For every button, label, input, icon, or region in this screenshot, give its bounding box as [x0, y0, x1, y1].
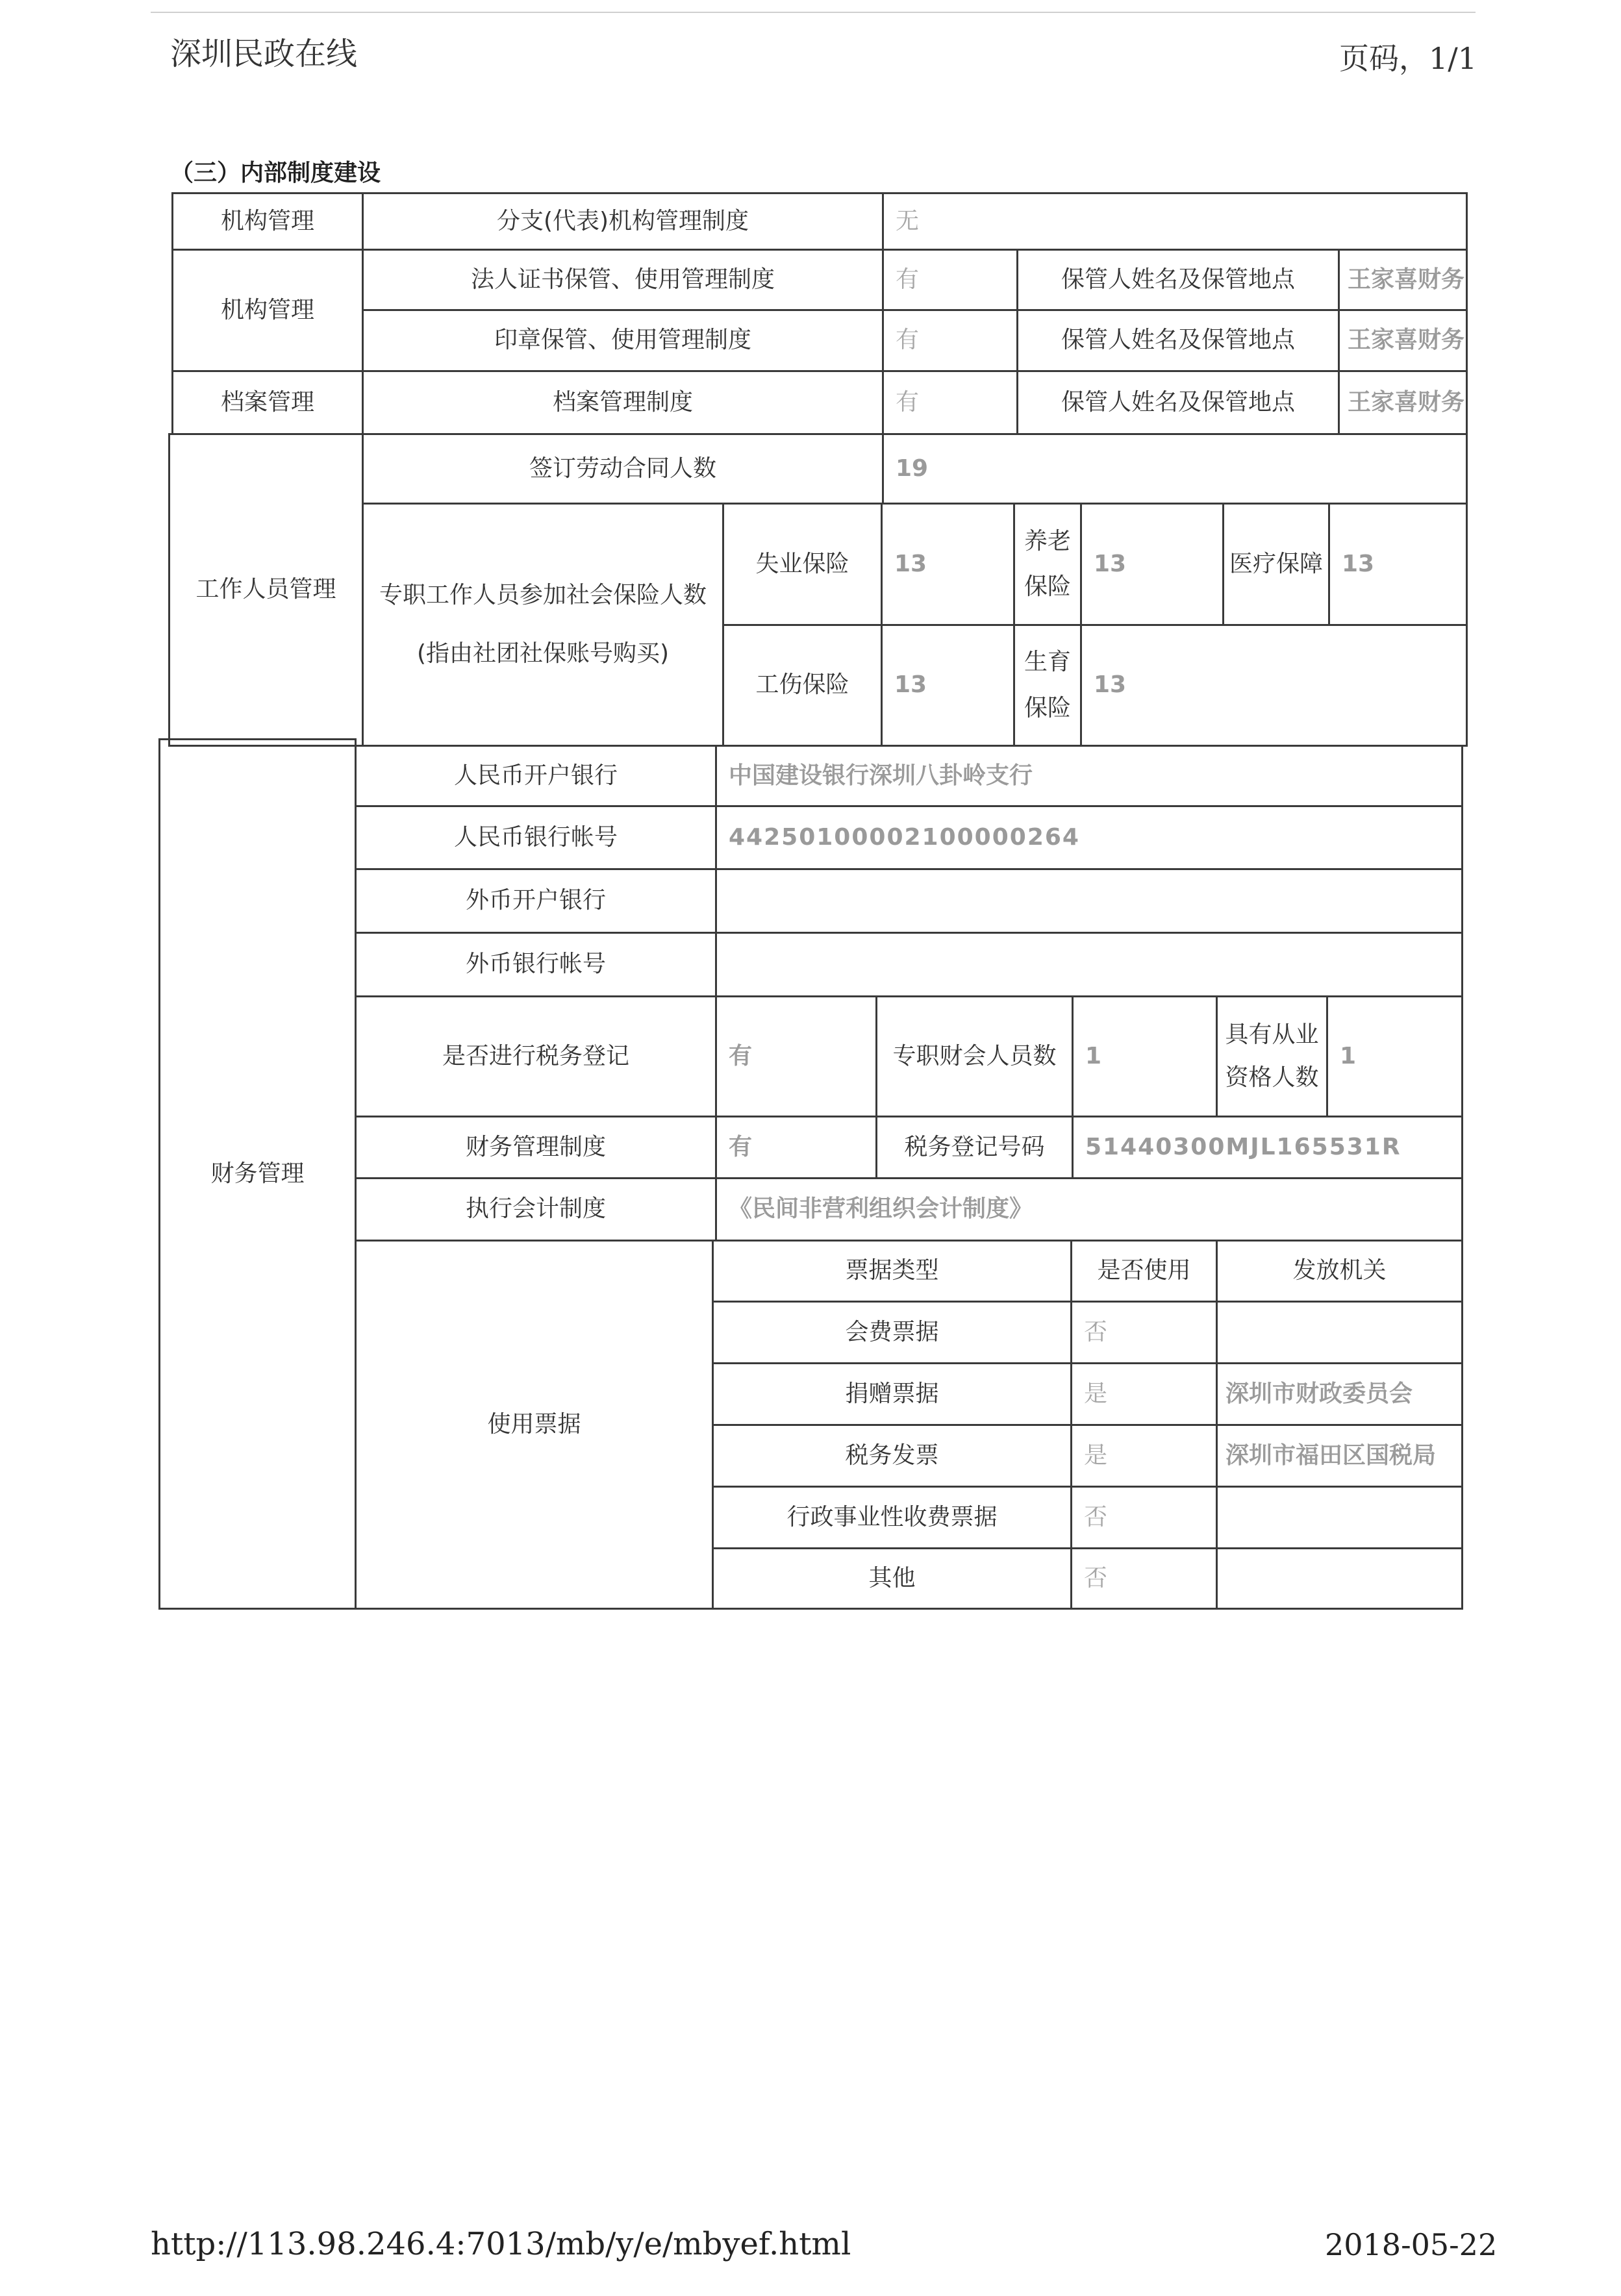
fx-bank-label: 外币开户银行 — [355, 868, 717, 934]
fin-system: 有 — [715, 1116, 877, 1179]
accountants-label: 专职财会人员数 — [875, 995, 1074, 1117]
injury-value: 13 — [881, 624, 1015, 747]
pension-label-1: 养老 — [1024, 527, 1071, 555]
accounting: 《民间非营利组织会计制度》 — [715, 1177, 1463, 1242]
injury-label: 工伤保险 — [722, 624, 883, 747]
receipt-type: 行政事业性收费票据 — [712, 1486, 1072, 1549]
maternity-value: 13 — [1080, 624, 1468, 747]
site-name: 深圳民政在线 — [170, 36, 358, 72]
receipt-used: 否 — [1070, 1547, 1218, 1610]
license-item: 法人证书保管、使用管理制度 — [362, 249, 884, 311]
archive-custodian: 王家喜财务 — [1338, 370, 1468, 435]
qualified-label-2: 资格人数 — [1225, 1064, 1319, 1091]
accountants: 1 — [1072, 995, 1218, 1117]
receipts-header-issuer: 发放机关 — [1216, 1240, 1463, 1303]
rmb-bank-label: 人民币开户银行 — [355, 745, 717, 807]
fx-account-label: 外币银行帐号 — [355, 932, 717, 997]
rmb-account-label: 人民币银行帐号 — [355, 805, 717, 870]
org-mgmt-label: 机构管理 — [171, 249, 364, 372]
receipt-issuer — [1216, 1547, 1463, 1610]
accounting-label: 执行会计制度 — [355, 1177, 717, 1242]
license-custodian: 王家喜财务 — [1338, 249, 1468, 311]
pension-value: 13 — [1080, 503, 1224, 626]
receipt-issuer — [1216, 1301, 1463, 1364]
receipt-type: 捐赠票据 — [712, 1362, 1072, 1426]
fx-bank — [715, 868, 1463, 934]
unemployment-label: 失业保险 — [722, 503, 883, 626]
receipts-header-used: 是否使用 — [1070, 1240, 1218, 1303]
receipt-used: 是 — [1070, 1424, 1218, 1488]
maternity-label-cell — [1013, 624, 1082, 747]
tax-no-label: 税务登记号码 — [875, 1116, 1074, 1179]
contract-value: 19 — [882, 433, 1468, 505]
seal-custodian: 王家喜财务 — [1338, 309, 1468, 372]
footer-date: 2018-05-22 — [1325, 2227, 1498, 2262]
org-branch-item: 分支(代表)机构管理制度 — [362, 192, 884, 251]
unemployment-value: 13 — [881, 503, 1015, 626]
footer-url: http://113.98.246.4:7013/mb/y/e/mbyef.html — [151, 2226, 851, 2262]
receipt-issuer — [1216, 1486, 1463, 1549]
org-branch-label: 机构管理 — [171, 192, 364, 251]
pension-label-2: 保险 — [1024, 573, 1071, 600]
rmb-bank: 中国建设银行深圳八卦岭支行 — [715, 745, 1463, 807]
license-value: 有 — [882, 249, 1018, 311]
maternity-label-1: 生育 — [1024, 649, 1071, 676]
archive-item: 档案管理制度 — [362, 370, 884, 435]
seal-value: 有 — [882, 309, 1018, 372]
seal-item: 印章保管、使用管理制度 — [362, 309, 884, 372]
maternity-label-2: 保险 — [1024, 694, 1071, 721]
receipt-type: 税务发票 — [712, 1424, 1072, 1488]
archive-label: 档案管理 — [171, 370, 364, 435]
archive-value: 有 — [882, 370, 1018, 435]
contract-label: 签订劳动合同人数 — [362, 433, 884, 505]
medical-value: 13 — [1328, 503, 1468, 626]
staff-label: 工作人员管理 — [168, 433, 364, 747]
receipt-type: 其他 — [712, 1547, 1072, 1610]
medical-label: 医疗保障 — [1222, 503, 1330, 626]
license-custodian-label: 保管人姓名及保管地点 — [1016, 249, 1340, 311]
seal-custodian-label: 保管人姓名及保管地点 — [1016, 309, 1340, 372]
pension-label-cell — [1013, 503, 1082, 626]
fin-system-label: 财务管理制度 — [355, 1116, 717, 1179]
rmb-account: 44250100002100000264 — [715, 805, 1463, 870]
tax-reg-label: 是否进行税务登记 — [355, 995, 717, 1117]
insurance-label: 专职工作人员参加社会保险人数 — [379, 581, 707, 608]
receipt-issuer: 深圳市财政委员会 — [1216, 1362, 1463, 1426]
receipt-used: 否 — [1070, 1301, 1218, 1364]
tax-reg: 有 — [715, 995, 877, 1117]
receipts-header-type: 票据类型 — [712, 1240, 1072, 1303]
org-branch-value: 无 — [882, 192, 1468, 251]
top-rule — [151, 12, 1476, 13]
insurance-note: (指由社团社保账号购买) — [416, 640, 670, 667]
insurance-label-cell — [362, 503, 724, 747]
archive-custodian-label: 保管人姓名及保管地点 — [1016, 370, 1340, 435]
qualified-label-cell — [1216, 995, 1328, 1117]
page-number: 页码，1/1 — [1339, 41, 1477, 76]
receipt-used: 是 — [1070, 1362, 1218, 1426]
receipt-issuer: 深圳市福田区国税局 — [1216, 1424, 1463, 1488]
finance-label: 财务管理 — [158, 738, 357, 1610]
section-title: （三）内部制度建设 — [170, 160, 381, 186]
receipts-label: 使用票据 — [355, 1240, 714, 1610]
qualified-label-1: 具有从业 — [1225, 1021, 1319, 1048]
receipt-type: 会费票据 — [712, 1301, 1072, 1364]
tax-no: 51440300MJL165531R — [1072, 1116, 1463, 1179]
fx-account — [715, 932, 1463, 997]
qualified: 1 — [1326, 995, 1463, 1117]
receipt-used: 否 — [1070, 1486, 1218, 1549]
